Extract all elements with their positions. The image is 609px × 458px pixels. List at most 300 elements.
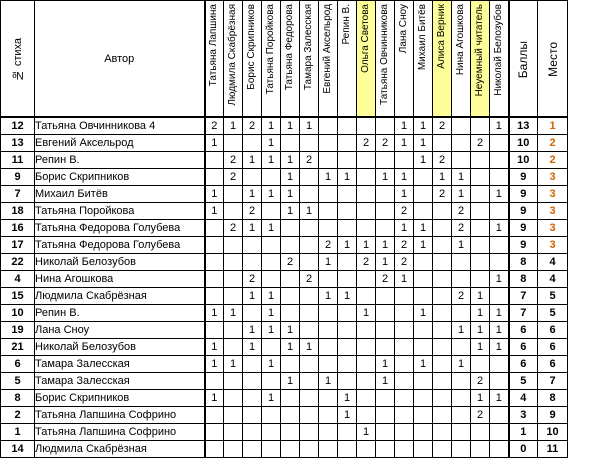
- place-cell: 4: [538, 254, 568, 271]
- vote-cell: [300, 186, 319, 203]
- place-cell: 7: [538, 373, 568, 390]
- header-voter-label: Неуемный читатель: [474, 4, 485, 97]
- vote-cell: [262, 407, 281, 424]
- vote-cell: 1: [490, 117, 509, 135]
- vote-cell: 1: [243, 339, 262, 356]
- vote-cell: 1: [205, 356, 224, 373]
- vote-cell: [414, 288, 433, 305]
- vote-cell: 1: [205, 186, 224, 203]
- vote-cell: 1: [205, 305, 224, 322]
- vote-cell: 2: [376, 135, 395, 152]
- header-voter: [376, 1, 395, 118]
- place-cell: 5: [538, 288, 568, 305]
- vote-cell: 1: [205, 339, 224, 356]
- vote-cell: [224, 135, 243, 152]
- vote-cell: 1: [262, 220, 281, 237]
- vote-cell: [433, 390, 452, 407]
- vote-cell: [243, 254, 262, 271]
- vote-cell: 2: [471, 373, 490, 390]
- vote-cell: 1: [262, 186, 281, 203]
- vote-cell: [224, 254, 243, 271]
- vote-cell: 1: [205, 135, 224, 152]
- vote-cell: [300, 237, 319, 254]
- author-name: Людмила Скабрёзная: [35, 441, 205, 458]
- vote-cell: 1: [300, 203, 319, 220]
- poem-number: 16: [1, 220, 35, 237]
- score-cell: 1: [509, 424, 538, 441]
- vote-cell: [471, 271, 490, 288]
- vote-cell: 1: [262, 356, 281, 373]
- header-voter-label: Лана Сноу: [398, 4, 409, 54]
- poem-number: 11: [1, 152, 35, 169]
- vote-cell: [224, 373, 243, 390]
- vote-cell: [281, 441, 300, 458]
- vote-cell: [319, 390, 338, 407]
- vote-cell: [357, 288, 376, 305]
- vote-cell: [433, 407, 452, 424]
- vote-cell: [357, 390, 376, 407]
- header-voter-label: Тамара Залесская: [303, 4, 314, 91]
- header-num-label: № стиха: [11, 37, 24, 82]
- vote-cell: [357, 169, 376, 186]
- table-row: [1, 441, 568, 458]
- vote-cell: 2: [281, 254, 300, 271]
- vote-cell: [319, 322, 338, 339]
- vote-cell: [281, 407, 300, 424]
- vote-cell: [376, 424, 395, 441]
- table-row: [1, 117, 568, 135]
- score-cell: 4: [509, 390, 538, 407]
- vote-cell: [319, 305, 338, 322]
- score-cell: 3: [509, 407, 538, 424]
- vote-cell: 1: [414, 220, 433, 237]
- vote-cell: [433, 322, 452, 339]
- vote-cell: 1: [452, 237, 471, 254]
- vote-cell: 1: [338, 390, 357, 407]
- vote-cell: [224, 441, 243, 458]
- vote-cell: [338, 424, 357, 441]
- vote-cell: 1: [300, 339, 319, 356]
- vote-cell: 2: [243, 203, 262, 220]
- vote-cell: [471, 117, 490, 135]
- vote-cell: 1: [262, 117, 281, 135]
- vote-cell: [338, 441, 357, 458]
- table-row: [1, 254, 568, 271]
- score-cell: 9: [509, 203, 538, 220]
- vote-cell: 1: [281, 169, 300, 186]
- vote-cell: [300, 424, 319, 441]
- vote-cell: 1: [281, 322, 300, 339]
- vote-cell: 1: [262, 288, 281, 305]
- header-voter: [224, 1, 243, 118]
- vote-cell: 1: [433, 169, 452, 186]
- vote-cell: [224, 424, 243, 441]
- place-cell: 8: [538, 390, 568, 407]
- vote-cell: 1: [262, 305, 281, 322]
- poem-number: 15: [1, 288, 35, 305]
- vote-cell: [319, 186, 338, 203]
- vote-cell: 1: [395, 271, 414, 288]
- vote-cell: [357, 441, 376, 458]
- header-row: [1, 1, 568, 118]
- vote-cell: [338, 373, 357, 390]
- vote-cell: [243, 356, 262, 373]
- vote-cell: [357, 339, 376, 356]
- vote-cell: [205, 441, 224, 458]
- vote-cell: 1: [490, 339, 509, 356]
- poem-number: 17: [1, 237, 35, 254]
- place-cell: 2: [538, 135, 568, 152]
- header-score-label: Баллы: [516, 40, 531, 79]
- vote-cell: [395, 390, 414, 407]
- vote-cell: [490, 424, 509, 441]
- vote-cell: [281, 424, 300, 441]
- table-row: [1, 322, 568, 339]
- vote-cell: [243, 424, 262, 441]
- vote-cell: 1: [471, 322, 490, 339]
- table-row: [1, 373, 568, 390]
- vote-cell: 1: [262, 390, 281, 407]
- vote-cell: [414, 407, 433, 424]
- vote-cell: [224, 237, 243, 254]
- author-name: Татьяна Овчинникова 4: [35, 117, 205, 135]
- vote-cell: 1: [490, 220, 509, 237]
- vote-cell: 1: [376, 356, 395, 373]
- vote-cell: [471, 254, 490, 271]
- author-name: Татьяна Поройкова: [35, 203, 205, 220]
- place-cell: 5: [538, 305, 568, 322]
- vote-cell: [300, 373, 319, 390]
- vote-cell: [319, 203, 338, 220]
- vote-cell: 1: [395, 117, 414, 135]
- vote-cell: [319, 339, 338, 356]
- vote-cell: 1: [414, 305, 433, 322]
- header-voter-label: Алиса Верник: [436, 4, 447, 69]
- header-voter-label: Людмила Скабрёзная: [227, 4, 238, 106]
- vote-cell: 2: [433, 152, 452, 169]
- vote-cell: [490, 288, 509, 305]
- vote-cell: [300, 322, 319, 339]
- header-author-label: Автор: [104, 52, 135, 65]
- place-cell: 3: [538, 220, 568, 237]
- place-cell: 3: [538, 203, 568, 220]
- header-voter: [414, 1, 433, 118]
- vote-cell: [490, 169, 509, 186]
- poem-number: 6: [1, 356, 35, 373]
- vote-cell: [414, 441, 433, 458]
- vote-cell: [338, 203, 357, 220]
- poem-number: 13: [1, 135, 35, 152]
- author-name: Николай Белозубов: [35, 339, 205, 356]
- vote-cell: [205, 237, 224, 254]
- score-cell: 6: [509, 356, 538, 373]
- vote-cell: 1: [490, 186, 509, 203]
- vote-cell: [300, 288, 319, 305]
- vote-cell: [338, 322, 357, 339]
- vote-cell: [452, 135, 471, 152]
- vote-cell: [357, 407, 376, 424]
- vote-cell: [471, 220, 490, 237]
- vote-cell: 2: [224, 220, 243, 237]
- vote-cell: [490, 254, 509, 271]
- vote-cell: [262, 254, 281, 271]
- vote-cell: 1: [357, 237, 376, 254]
- vote-cell: [357, 186, 376, 203]
- vote-cell: [471, 203, 490, 220]
- author-name: Репин В.: [35, 305, 205, 322]
- vote-cell: 1: [281, 117, 300, 135]
- score-cell: 10: [509, 135, 538, 152]
- vote-cell: 2: [433, 186, 452, 203]
- vote-cell: [376, 220, 395, 237]
- vote-cell: [452, 441, 471, 458]
- header-voter: [300, 1, 319, 118]
- vote-cell: [471, 237, 490, 254]
- vote-cell: 1: [319, 169, 338, 186]
- table-row: [1, 220, 568, 237]
- poem-number: 19: [1, 322, 35, 339]
- vote-cell: [224, 407, 243, 424]
- vote-cell: [319, 271, 338, 288]
- vote-cell: 2: [224, 152, 243, 169]
- vote-cell: 1: [471, 339, 490, 356]
- vote-cell: [395, 339, 414, 356]
- vote-cell: [395, 305, 414, 322]
- header-voter-label: Михаил Битёв: [417, 4, 428, 71]
- vote-cell: [376, 407, 395, 424]
- vote-cell: [452, 117, 471, 135]
- vote-cell: [414, 271, 433, 288]
- vote-cell: [433, 288, 452, 305]
- vote-cell: [338, 339, 357, 356]
- poem-number: 5: [1, 373, 35, 390]
- vote-cell: [414, 169, 433, 186]
- poem-number: 21: [1, 339, 35, 356]
- vote-cell: 2: [395, 203, 414, 220]
- vote-cell: [452, 373, 471, 390]
- score-cell: 7: [509, 288, 538, 305]
- header-voter-label: Ольга Светова: [360, 4, 371, 73]
- poem-number: 2: [1, 407, 35, 424]
- vote-cell: 1: [395, 169, 414, 186]
- vote-cell: 1: [490, 305, 509, 322]
- vote-cell: 1: [490, 271, 509, 288]
- vote-cell: [357, 373, 376, 390]
- header-voter: [243, 1, 262, 118]
- vote-cell: 1: [452, 356, 471, 373]
- vote-cell: 1: [224, 305, 243, 322]
- vote-cell: [205, 322, 224, 339]
- vote-cell: [338, 186, 357, 203]
- vote-cell: 1: [243, 152, 262, 169]
- score-cell: 8: [509, 254, 538, 271]
- vote-cell: 1: [452, 169, 471, 186]
- author-name: Борис Скрипников: [35, 390, 205, 407]
- vote-cell: [471, 441, 490, 458]
- author-name: Тамара Залесская: [35, 356, 205, 373]
- score-cell: 7: [509, 305, 538, 322]
- author-name: Евгений Аксельрод: [35, 135, 205, 152]
- vote-cell: [471, 152, 490, 169]
- score-cell: 6: [509, 322, 538, 339]
- vote-cell: 1: [281, 373, 300, 390]
- score-cell: 9: [509, 186, 538, 203]
- vote-cell: 1: [376, 169, 395, 186]
- vote-cell: 2: [243, 117, 262, 135]
- author-name: Лана Сноу: [35, 322, 205, 339]
- vote-cell: [205, 373, 224, 390]
- place-cell: 10: [538, 424, 568, 441]
- vote-cell: [300, 441, 319, 458]
- vote-cell: [376, 441, 395, 458]
- score-cell: 13: [509, 117, 538, 135]
- author-name: Татьяна Лапшина Софрино: [35, 407, 205, 424]
- vote-cell: 1: [471, 305, 490, 322]
- vote-cell: [205, 424, 224, 441]
- vote-cell: 1: [319, 288, 338, 305]
- poem-number: 22: [1, 254, 35, 271]
- vote-cell: [414, 322, 433, 339]
- vote-cell: 1: [414, 237, 433, 254]
- table-row: [1, 390, 568, 407]
- vote-cell: [395, 322, 414, 339]
- score-cell: 9: [509, 169, 538, 186]
- vote-cell: [376, 305, 395, 322]
- vote-cell: [395, 407, 414, 424]
- vote-cell: 1: [205, 390, 224, 407]
- vote-cell: [433, 356, 452, 373]
- vote-cell: 2: [300, 152, 319, 169]
- header-place-label: Место: [545, 42, 560, 77]
- vote-cell: 1: [224, 117, 243, 135]
- vote-cell: 1: [319, 254, 338, 271]
- vote-cell: 1: [319, 373, 338, 390]
- vote-cell: [205, 271, 224, 288]
- header-voter-label: Репин В.: [341, 4, 352, 45]
- table-row: [1, 339, 568, 356]
- vote-cell: [300, 390, 319, 407]
- vote-cell: [281, 288, 300, 305]
- poem-number: 18: [1, 203, 35, 220]
- vote-cell: [414, 339, 433, 356]
- vote-cell: 2: [452, 220, 471, 237]
- vote-cell: 1: [376, 237, 395, 254]
- author-name: Татьяна Федорова Голубева: [35, 220, 205, 237]
- author-name: Репин В.: [35, 152, 205, 169]
- vote-cell: [433, 203, 452, 220]
- vote-cell: 1: [281, 186, 300, 203]
- table-row: [1, 407, 568, 424]
- vote-cell: 1: [490, 322, 509, 339]
- header-voter-label: Нина Агошкова: [455, 4, 466, 76]
- vote-cell: 1: [243, 220, 262, 237]
- score-cell: 8: [509, 271, 538, 288]
- vote-cell: [452, 152, 471, 169]
- vote-cell: 1: [376, 254, 395, 271]
- vote-cell: [433, 254, 452, 271]
- vote-cell: [357, 322, 376, 339]
- place-cell: 11: [538, 441, 568, 458]
- author-name: Татьяна Федорова Голубева: [35, 237, 205, 254]
- vote-cell: [433, 220, 452, 237]
- poem-number: 9: [1, 169, 35, 186]
- vote-cell: [376, 390, 395, 407]
- vote-cell: [224, 203, 243, 220]
- vote-cell: [243, 373, 262, 390]
- vote-cell: [319, 135, 338, 152]
- place-cell: 9: [538, 407, 568, 424]
- vote-cell: [262, 424, 281, 441]
- vote-cell: 2: [319, 237, 338, 254]
- vote-cell: [224, 390, 243, 407]
- vote-cell: [262, 203, 281, 220]
- header-voter-label: Татьяна Поройкова: [265, 4, 276, 95]
- vote-cell: [471, 169, 490, 186]
- header-voter: [395, 1, 414, 118]
- vote-cell: 1: [471, 390, 490, 407]
- table-row: [1, 356, 568, 373]
- header-voter-label: Николай Белозубов: [492, 4, 504, 96]
- vote-cell: 1: [281, 203, 300, 220]
- header-voter: [319, 1, 338, 118]
- vote-cell: [281, 390, 300, 407]
- vote-cell: 2: [452, 288, 471, 305]
- place-cell: 3: [538, 237, 568, 254]
- vote-cell: 2: [243, 271, 262, 288]
- vote-cell: [452, 390, 471, 407]
- vote-cell: [205, 220, 224, 237]
- vote-cell: 1: [414, 117, 433, 135]
- vote-cell: [243, 169, 262, 186]
- vote-cell: 2: [471, 407, 490, 424]
- header-voter-label: Татьяна Лапшина: [208, 4, 220, 87]
- table-body: [1, 117, 568, 458]
- vote-cell: [300, 305, 319, 322]
- header-voter-label: Татьяна Овчинникова: [379, 4, 390, 105]
- author-name: Тамара Залесская: [35, 373, 205, 390]
- vote-cell: [281, 305, 300, 322]
- vote-cell: [262, 237, 281, 254]
- vote-cell: [357, 117, 376, 135]
- author-name: Николай Белозубов: [35, 254, 205, 271]
- vote-cell: [490, 152, 509, 169]
- vote-cell: 1: [243, 288, 262, 305]
- vote-cell: [319, 220, 338, 237]
- vote-cell: [281, 237, 300, 254]
- vote-cell: [414, 254, 433, 271]
- vote-cell: 1: [376, 373, 395, 390]
- vote-cell: [300, 254, 319, 271]
- vote-cell: [452, 254, 471, 271]
- vote-cell: [300, 407, 319, 424]
- vote-cell: 2: [433, 117, 452, 135]
- vote-cell: 1: [243, 322, 262, 339]
- vote-cell: [395, 373, 414, 390]
- vote-cell: [490, 373, 509, 390]
- vote-cell: [357, 356, 376, 373]
- vote-cell: 1: [281, 152, 300, 169]
- vote-cell: [338, 117, 357, 135]
- vote-cell: [300, 135, 319, 152]
- vote-cell: 1: [338, 169, 357, 186]
- author-name: Михаил Битёв: [35, 186, 205, 203]
- vote-cell: [262, 271, 281, 288]
- vote-cell: [376, 322, 395, 339]
- vote-cell: 2: [395, 254, 414, 271]
- vote-cell: 2: [395, 237, 414, 254]
- vote-cell: [395, 152, 414, 169]
- place-cell: 4: [538, 271, 568, 288]
